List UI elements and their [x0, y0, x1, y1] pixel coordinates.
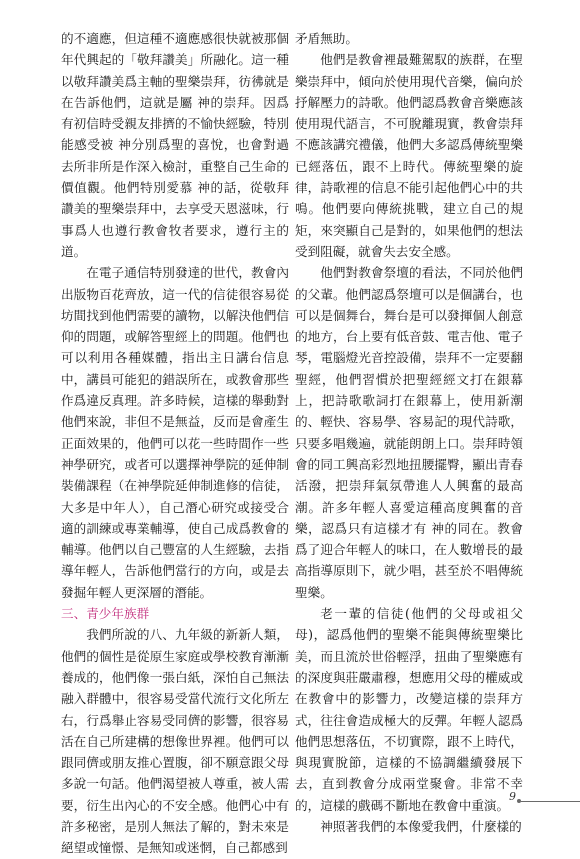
section-heading: 三、青少年族群 [61, 606, 150, 622]
right-paragraph-1: 矛盾無助。 [295, 31, 358, 46]
left-paragraph-3: 我們所說的八、九年級的新新人類，他們的個性是從原生家庭或學校教育漸漸養成的，他們像一張白紙，深怕自己無法融入群體中，很容易受當代流行文化所左右，行爲舉止容易受同儕的影響，很容易活在自己所建構的想像世界裡。他們可以跟同儕或朋友推心置腹，卻不願意跟父母多說一句話。他們渴望被人尊重，被人需要，衍生出內心的不安全感。他們心中有許多秘密，是別人無法了解的，對未來是絕望或憧憬、是無知或迷惘，自己都感到 [61, 627, 289, 856]
right-paragraph-2: 他們是教會裡最難駕馭的族群，在聖樂崇拜中，傾向於使用現代音樂，偏向於抒解壓力的詩歌。他們認爲教會音樂應該使用現代語言，不可脫離現實，教會崇拜不應該講究禮儀，他們大多認爲傳統聖樂已經落伍，跟不上時代。傳統聖樂的旋律，詩歌裡的信息不能引起他們心中的共鳴。他們要向傳統挑戰，建立自己的規矩，來突顯自己是對的，如果他們的想法受到阻礙，就會失去安全感。 [295, 52, 523, 259]
right-paragraph-5: 神照著我們的本像愛我們，什麼樣的 [320, 818, 522, 834]
left-column [61, 28, 289, 859]
right-paragraph-4: 老一輩的信徒(他們的父母或祖父母)，認爲他們的聖樂不能與傳統聖樂比美，而且流於世俗輕浮，扭曲了聖樂應有的深度與莊嚴肅穆，想應用父母的權威或在教會中的影響力，改變這樣的崇拜方式，往往會造成極大的反彈。年輕人認爲他們思想落伍，不切實際，跟不上時代，與現實脫節，這樣的不協調繼續發展下去，直到教會分成兩堂聚會。非常不幸的，這樣的戲碼不斷地在教會中重演。 [295, 606, 523, 813]
right-column [295, 28, 523, 837]
page-number: 9 [509, 790, 516, 803]
right-paragraph-3: 他們對教會祭壇的看法，不同於他們的父輩。他們認爲祭壇可以是個講台，也可以是個舞台，舞台是可以發揮個人創意的地方，台上要有低音鼓、電吉他、電子琴，電腦燈光音控設備，崇拜不一定要翻聖經，他們習慣於把聖經經文打在銀幕上，把詩歌歌詞打在銀幕上，使用新潮的、輕快、容易學、容易記的現代詩歌，只要多唱幾遍，就能朗朗上口。崇拜時領會的同工興高彩烈地扭腰擺臀，顯出青春活潑，把崇拜氣氛帶進人人興奮的最高潮。許多年輕人喜愛這種高度興奮的音樂，認爲只有這樣才有 神的同在。教會爲了迎合年輕人的味口，在人數增長的最高指導原則下，就少唱，甚至於不唱傳統聖樂。 [295, 265, 523, 600]
left-paragraph-1: 的不適應，但這種不適應感很快就被那個年代興起的「敬拜讚美」所融化。這一種以敬拜讚美爲主軸的聖樂崇拜，彷彿就是在告訴他們，這就是屬 神的崇拜。因爲有初信時受親友排擠的不愉快經驗，特別能感受被 神分別爲聖的喜悅，也會對過去所非所是作深入檢討，重整自己生命的價值觀。他們特別愛慕 神的話，從敬拜讚美的聖樂崇拜中，去享受天恩滋味，行事爲人也遵行教會牧者要求，遵行主的道。 [61, 31, 289, 259]
footer-rule [521, 801, 580, 802]
left-paragraph-2: 在電子通信特別發達的世代，教會內出版物百花齊放，這一代的信徒很容易從坊間找到他們需要的讀物，以解決他們信仰的問題，或解答聖經上的問題。他們也可以利用各種媒體，指出主日講台信息中，講員可能犯的錯誤所在，或教會那些作爲違反真理。許多時候，這樣的舉動對他們來說，非但不是無益，反而是會產生正面效果的，他們可以花一些時間作一些神學研究，或者可以選擇神學院的延伸制裝備課程（在神學院延伸制進修的信徒，大多是中年人），自己潛心研究或接受合適的訓練或專業輔導，使自己成爲教會的輔導。他們以自己豐富的人生經驗，去指導年輕人，告訴他們當行的方向，或是去發掘年輕人更深層的潛能。 [61, 265, 289, 600]
